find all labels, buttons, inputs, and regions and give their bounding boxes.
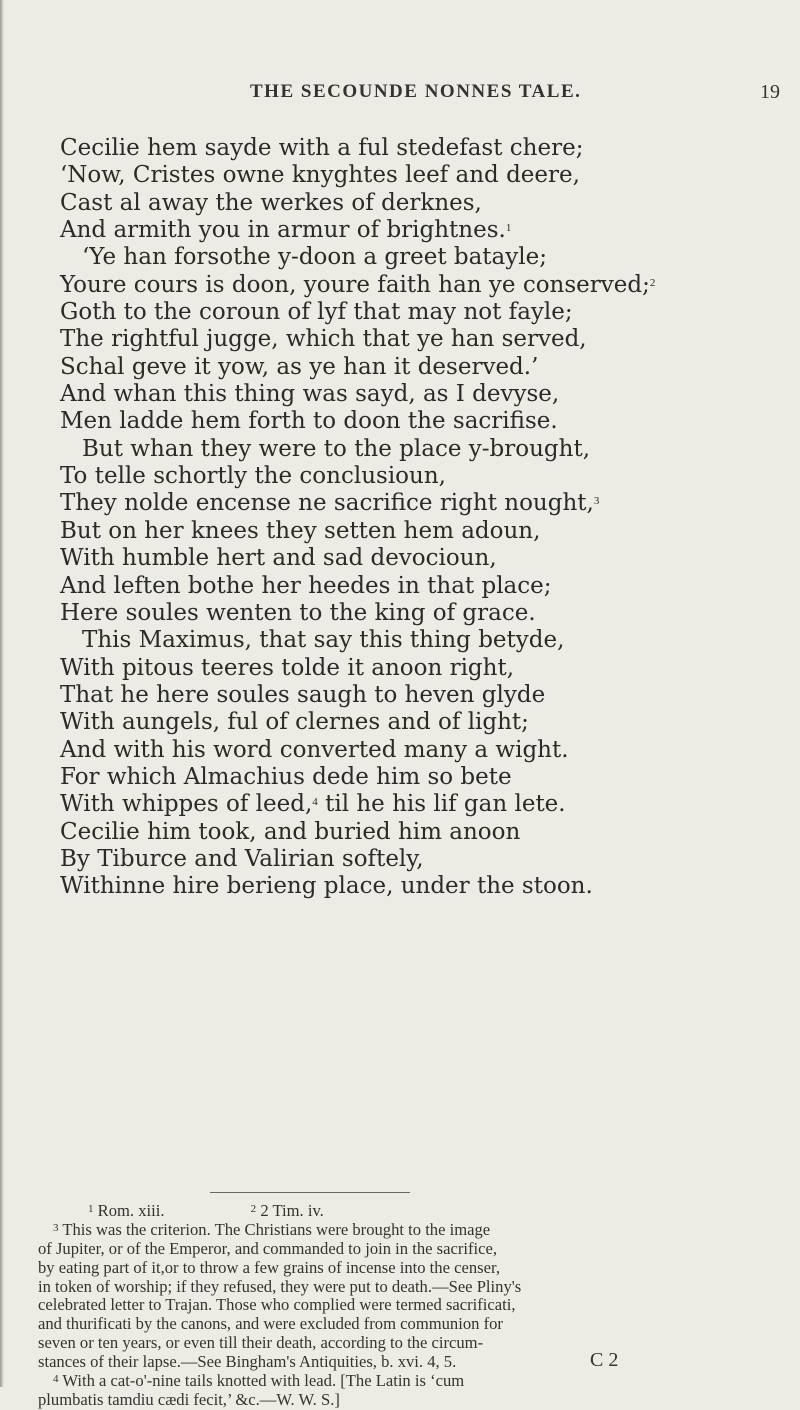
verse-line bbox=[60, 135, 790, 162]
footnote-text: celebrated letter to Trajan. Those who complied were termed sacrificati, bbox=[38, 1295, 516, 1315]
verse-line-text: But on her knees they setten hem adoun, bbox=[60, 517, 541, 544]
verse-line-text: And armith you in armur of brightnes. bbox=[60, 217, 506, 244]
page-number: 19 bbox=[760, 81, 780, 103]
verse-line-text: ‘Now, Cristes owne knyghtes leef and deere, bbox=[60, 162, 580, 189]
verse-line-text: By Tiburce and Valirian softely, bbox=[60, 845, 424, 872]
footnote-1: Rom. xiii. bbox=[97, 1201, 165, 1220]
verse-line bbox=[60, 600, 790, 627]
footnote-mark: 4 bbox=[53, 1373, 59, 1386]
verse-line-text: Cecilie him took, and buried him anoon bbox=[60, 818, 521, 845]
verse-line bbox=[60, 573, 790, 600]
verse-line-text: With whippes of leed, bbox=[60, 791, 313, 818]
footnote-line bbox=[38, 1315, 780, 1334]
footnote-2: 2 Tim. iv. bbox=[260, 1201, 324, 1220]
footnote-line bbox=[38, 1334, 780, 1353]
verse-line bbox=[60, 682, 790, 709]
footnote-4 bbox=[38, 1372, 780, 1410]
verse-line-text: To telle schortly the conclusioun, bbox=[60, 463, 446, 490]
verse-line-text: Here soules wenten to the king of grace. bbox=[60, 599, 536, 626]
verse-line-text: With aungels, ful of clernes and of light; bbox=[60, 709, 529, 736]
verse-line bbox=[60, 162, 790, 189]
verse-line-text: Youre cours is doon, youre faith han ye conserved; bbox=[60, 271, 650, 298]
footnote-text: and thurificati by the canons, and were excluded from communion for bbox=[38, 1314, 503, 1334]
footnote-line bbox=[38, 1296, 780, 1315]
verse-line bbox=[60, 217, 790, 244]
footnote-rule bbox=[210, 1192, 410, 1193]
verse-line-text: And leften bothe her heedes in that place; bbox=[60, 572, 552, 599]
footnote-mark: 3 bbox=[53, 1221, 59, 1234]
verse-line bbox=[60, 627, 790, 654]
verse-text bbox=[60, 135, 790, 901]
verse-line-text: With pitous teeres tolde it anoon right, bbox=[60, 654, 515, 681]
verse-line-text: For which Almachius dede him so bete bbox=[60, 763, 512, 790]
verse-line-text: The rightful jugge, which that ye han served, bbox=[60, 326, 587, 353]
footnote-text: With a cat-o'-nine tails knotted with lead. [The Latin is ‘cum bbox=[62, 1371, 465, 1391]
footnote-line bbox=[38, 1278, 780, 1297]
footnotes bbox=[38, 1202, 780, 1410]
verse-line bbox=[60, 490, 790, 517]
page-edge-shadow bbox=[0, 0, 4, 1387]
signature-mark: C 2 bbox=[590, 1349, 619, 1371]
footnote-mark: 2 bbox=[250, 1203, 257, 1215]
verse-line-text: Goth to the coroun of lyf that may not fayle; bbox=[60, 299, 573, 326]
verse-line-text: That he here soules saugh to heven glyde bbox=[60, 681, 546, 708]
verse-line-text: Cast al away the werkes of derknes, bbox=[60, 189, 482, 216]
footnote-ref: 1 bbox=[505, 222, 512, 235]
footnote-mark: 1 bbox=[88, 1203, 94, 1215]
verse-line-text: And whan this thing was sayd, as I devyse, bbox=[60, 381, 560, 408]
footnote-text: of Jupiter, or of the Emperor, and commanded to join in the sacrifice, bbox=[38, 1238, 498, 1258]
running-head: THE SECOUNDE NONNES TALE. bbox=[250, 81, 582, 102]
verse-line bbox=[60, 655, 790, 682]
footnote-text: plumbatis tamdiu cædi fecit,’ &c.—W. W. S.] bbox=[38, 1389, 340, 1409]
footnote-3 bbox=[38, 1221, 780, 1372]
verse-line bbox=[60, 518, 790, 545]
verse-line-text: And with his word converted many a wight. bbox=[60, 736, 569, 763]
footnote-line bbox=[38, 1391, 780, 1410]
page-header bbox=[230, 81, 780, 111]
verse-line-text: With humble hert and sad devocioun, bbox=[60, 545, 497, 572]
footnote-line bbox=[38, 1240, 780, 1259]
verse-line bbox=[60, 873, 790, 900]
verse-line bbox=[60, 299, 790, 326]
footnote-ref: 3 bbox=[593, 495, 600, 508]
verse-line bbox=[60, 381, 790, 408]
footnote-text: stances of their lapse.—See Bingham's Antiquities, b. xvi. 4, 5. bbox=[38, 1352, 457, 1372]
verse-line-text: But whan they were to the place y-brought, bbox=[82, 435, 590, 462]
footnote-line bbox=[38, 1221, 780, 1240]
verse-line-text: This Maximus, that say this thing betyde, bbox=[82, 627, 565, 654]
footnote-text: This was the criterion. The Christians were brought to the image bbox=[62, 1219, 491, 1239]
verse-line bbox=[60, 545, 790, 572]
verse-line bbox=[60, 819, 790, 846]
verse-line-text: til he his lif gan lete. bbox=[317, 791, 566, 818]
verse-line bbox=[60, 408, 790, 435]
verse-line bbox=[60, 436, 790, 463]
verse-line bbox=[60, 463, 790, 490]
verse-line bbox=[60, 272, 790, 299]
verse-line bbox=[60, 190, 790, 217]
footnote-line bbox=[38, 1353, 780, 1372]
verse-line bbox=[60, 764, 790, 791]
verse-line bbox=[60, 737, 790, 764]
footnote-ref: 2 bbox=[649, 276, 656, 289]
verse-line bbox=[60, 846, 790, 873]
verse-line-text: Cecilie hem sayde with a ful stedefast chere; bbox=[60, 135, 584, 161]
footnote-refs bbox=[38, 1202, 780, 1221]
footnote-text: in token of worship; if they refused, they were put to death.—See Pliny's bbox=[38, 1276, 522, 1296]
verse-line bbox=[60, 354, 790, 381]
footnote-text: seven or ten years, or even till their death, according to the circum- bbox=[38, 1333, 484, 1353]
verse-line bbox=[60, 709, 790, 736]
footnote-line bbox=[38, 1259, 780, 1278]
verse-line-text: Withinne hire berieng place, under the stoon. bbox=[60, 873, 593, 900]
verse-line-text: Schal geve it yow, as ye han it deserved.’ bbox=[60, 353, 539, 380]
verse-line bbox=[60, 244, 790, 271]
verse-line-text: They nolde encense ne sacrifice right nought, bbox=[60, 490, 594, 517]
footnote-ref: 4 bbox=[312, 796, 318, 809]
verse-line bbox=[60, 791, 790, 818]
verse-line-text: Men ladde hem forth to doon the sacrifise. bbox=[60, 408, 558, 435]
verse-line bbox=[60, 326, 790, 353]
verse-line-text: ‘Ye han forsothe y-doon a greet batayle; bbox=[82, 244, 547, 271]
footnote-text: by eating part of it,or to throw a few grains of incense into the censer, bbox=[38, 1257, 500, 1277]
footnote-line bbox=[38, 1372, 780, 1391]
